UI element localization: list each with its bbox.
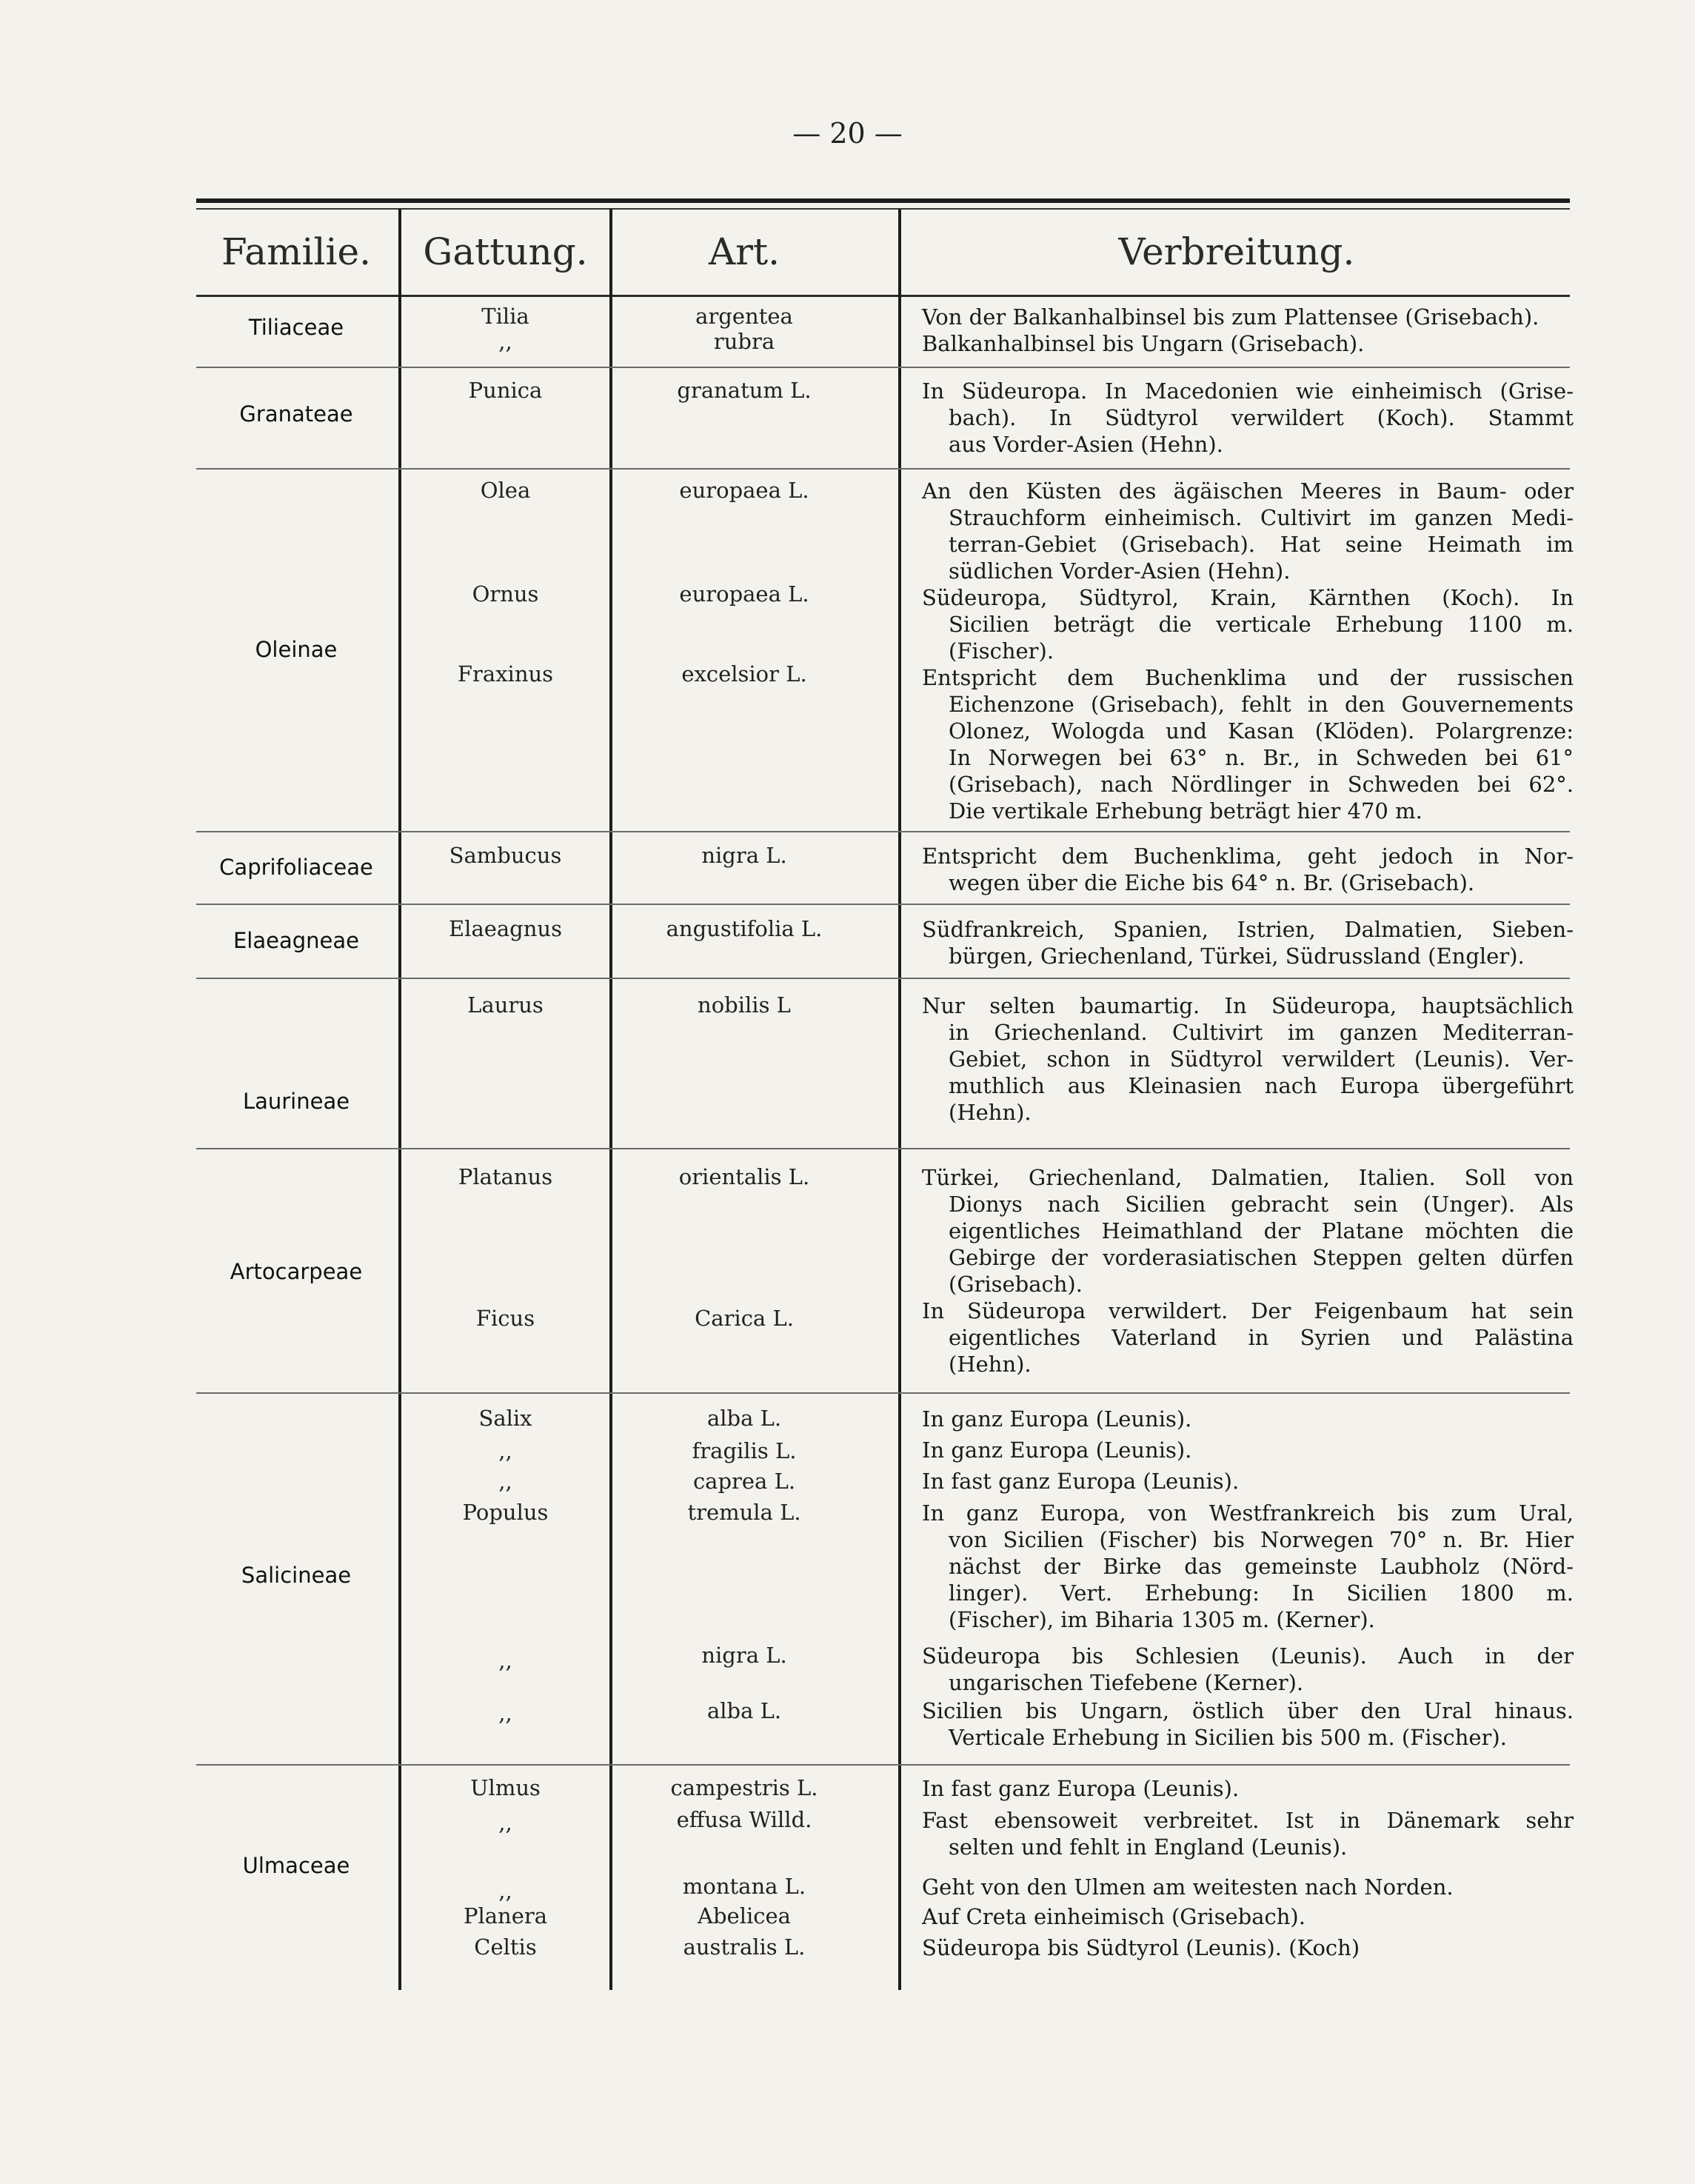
distribution-text: [922, 992, 1574, 1126]
header-familie: Familie.: [221, 230, 371, 273]
row-separator: [196, 1148, 1570, 1149]
distribution-line: südlichen Vorder-Asien (Hehn).: [949, 558, 1291, 584]
distribution-line: eigentliches Heimathland der Platane möchten die: [949, 1218, 1574, 1243]
distribution-line: (Grisebach).: [949, 1272, 1083, 1297]
distribution-line: Balkanhalbinsel bis Ungarn (Grisebach).: [922, 331, 1365, 356]
genus: Ficus: [475, 1306, 535, 1331]
family-tiliaceae: Tiliaceae: [248, 315, 344, 340]
row-separator: [196, 904, 1570, 905]
distribution-line: selten und fehlt in England (Leunis).: [949, 1834, 1348, 1860]
distribution-text: [922, 1437, 1574, 1463]
header-art: Art.: [709, 230, 780, 273]
distribution-line: An den Küsten des ägäischen Meeres in Baum- oder: [922, 478, 1574, 504]
distribution-line: Gebiet, schon in Südtyrol verwildert (Leunis). Ver-: [949, 1046, 1574, 1072]
distribution-line: (Fischer).: [949, 638, 1054, 664]
species: granatum L.: [677, 378, 812, 403]
genus: Ornus: [472, 581, 539, 607]
distribution-line: Südeuropa, Südtyrol, Krain, Kärnthen (Koch). In: [922, 585, 1574, 610]
distribution-text: [922, 664, 1574, 824]
genus: Platanus: [458, 1164, 553, 1189]
species: excelsior L.: [681, 661, 807, 687]
distribution-text: [922, 1500, 1574, 1633]
distribution-text: [922, 1934, 1574, 1961]
distribution-line: Sicilien beträgt die verticale Erhebung 1100 m.: [949, 612, 1574, 637]
page-number: — 20 —: [792, 117, 903, 150]
distribution-text: [922, 304, 1574, 330]
family-caprifoliaceae: Caprifoliaceae: [219, 855, 373, 880]
distribution-line: In ganz Europa (Leunis).: [922, 1437, 1192, 1463]
distribution-line: muthlich aus Kleinasien nach Europa übergeführt: [949, 1073, 1574, 1098]
row-separator: [196, 367, 1570, 368]
column-divider-1: [398, 209, 401, 1990]
genus: ,,: [498, 1810, 512, 1835]
species: effusa Willd.: [676, 1807, 812, 1832]
distribution-line: (Fischer), im Biharia 1305 m. (Kerner).: [949, 1607, 1375, 1632]
row-separator: [196, 831, 1570, 832]
genus: Populus: [462, 1500, 549, 1525]
species: campestris L.: [670, 1775, 818, 1800]
distribution-line: Auf Creta einheimisch (Grisebach).: [922, 1904, 1305, 1929]
row-separator: [196, 1392, 1570, 1394]
family-artocarpeae: Artocarpeae: [230, 1259, 363, 1284]
family-elaeagneae: Elaeagneae: [233, 928, 359, 953]
distribution-line: Eichenzone (Grisebach), fehlt in den Gouvernements: [949, 692, 1574, 717]
distribution-line: Südeuropa bis Südtyrol (Leunis). (Koch): [922, 1935, 1360, 1960]
distribution-line: In Südeuropa. In Macedonien wie einheimisch (Grise-: [922, 378, 1574, 404]
distribution-line: Südeuropa bis Schlesien (Leunis). Auch in der: [922, 1643, 1574, 1669]
family-laurineae: Laurineae: [242, 1089, 350, 1114]
distribution-text: [922, 1874, 1574, 1900]
distribution-line: ungarischen Tiefebene (Kerner).: [949, 1670, 1304, 1695]
distribution-line: in Griechenland. Cultivirt im ganzen Mediterran-: [949, 1020, 1574, 1045]
top-rule-thin: [196, 208, 1570, 210]
distribution-text: [922, 584, 1574, 664]
species: europaea L.: [679, 581, 809, 607]
distribution-line: von Sicilien (Fischer) bis Norwegen 70° n. Br. Hier: [949, 1527, 1574, 1552]
genus: ,,: [498, 329, 512, 354]
header-rule: [196, 295, 1570, 297]
distribution-line: Geht von den Ulmen am weitesten nach Norden.: [922, 1874, 1454, 1900]
row-separator: [196, 978, 1570, 979]
genus: Punica: [468, 378, 543, 403]
species: europaea L.: [679, 478, 809, 503]
family-salicineae: Salicineae: [241, 1563, 352, 1588]
column-divider-2: [609, 209, 612, 1990]
distribution-text: [922, 1807, 1574, 1860]
distribution-line: Von der Balkanhalbinsel bis zum Plattensee (Grisebach).: [922, 304, 1539, 330]
distribution-line: wegen über die Eiche bis 64° n. Br. (Grisebach).: [949, 870, 1475, 895]
distribution-line: bach). In Südtyrol verwildert (Koch). Stammt: [949, 405, 1574, 430]
genus: Sambucus: [449, 843, 562, 868]
distribution-line: In fast ganz Europa (Leunis).: [922, 1469, 1240, 1494]
genus: ,,: [498, 1648, 512, 1673]
distribution-line: In ganz Europa (Leunis).: [922, 1406, 1192, 1432]
distribution-text: [922, 843, 1574, 896]
species: alba L.: [706, 1698, 782, 1723]
family-ulmaceae: Ulmaceae: [242, 1853, 350, 1878]
genus: Tilia: [481, 304, 529, 329]
distribution-text: [922, 1164, 1574, 1298]
distribution-line: Sicilien bis Ungarn, östlich über den Ural hinaus.: [922, 1698, 1574, 1723]
distribution-line: Nur selten baumartig. In Südeuropa, hauptsächlich: [922, 993, 1574, 1018]
row-separator: [196, 468, 1570, 470]
genus: Celtis: [474, 1934, 537, 1960]
distribution-text: [922, 916, 1574, 969]
distribution-line: Olonez, Wologda und Kasan (Klöden). Polargrenze:: [949, 718, 1574, 744]
species: montana L.: [682, 1874, 806, 1899]
family-oleinae: Oleinae: [255, 637, 338, 662]
species: Carica L.: [695, 1306, 794, 1331]
distribution-line: Entspricht dem Buchenklima, geht jedoch in Nor-: [922, 844, 1574, 869]
species: alba L.: [706, 1406, 782, 1431]
species: orientalis L.: [678, 1164, 810, 1189]
species: argentea: [695, 304, 793, 329]
distribution-text: [922, 1643, 1574, 1696]
species: tremula L.: [687, 1500, 801, 1525]
genus: ,,: [498, 1700, 512, 1726]
distribution-text: [922, 1775, 1574, 1802]
distribution-line: aus Vorder-Asien (Hehn).: [949, 432, 1223, 457]
distribution-text: [922, 1406, 1574, 1432]
species: nigra L.: [701, 1643, 787, 1668]
distribution-text: [922, 1468, 1574, 1495]
species: australis L.: [683, 1934, 806, 1960]
column-divider-3: [898, 209, 901, 1990]
distribution-line: Gebirge der vorderasiatischen Steppen gelten dürfen: [949, 1245, 1574, 1270]
header-verbreitung: Verbreitung.: [1118, 230, 1355, 273]
distribution-line: bürgen, Griechenland, Türkei, Südrussland (Engler).: [949, 944, 1525, 969]
distribution-line: Dionys nach Sicilien gebracht sein (Unger). Als: [949, 1192, 1574, 1217]
distribution-line: (Hehn).: [949, 1100, 1032, 1125]
distribution-line: (Hehn).: [949, 1352, 1032, 1377]
header-gattung: Gattung.: [423, 230, 588, 273]
genus: ,,: [498, 1878, 512, 1903]
distribution-line: In fast ganz Europa (Leunis).: [922, 1776, 1240, 1801]
distribution-line: Entspricht dem Buchenklima und der russischen: [922, 665, 1574, 690]
distribution-line: terran-Gebiet (Grisebach). Hat seine Heimath im: [949, 532, 1574, 557]
genus: Olea: [480, 478, 531, 503]
species: caprea L.: [692, 1469, 796, 1494]
distribution-text: [922, 378, 1574, 458]
species: rubra: [713, 329, 775, 354]
genus: Fraxinus: [457, 661, 554, 687]
genus: ,,: [498, 1438, 512, 1463]
genus: Ulmus: [470, 1775, 541, 1800]
distribution-line: Verticale Erhebung in Sicilien bis 500 m. (Fischer).: [949, 1725, 1507, 1750]
distribution-line: Die vertikale Erhebung beträgt hier 470 m.: [949, 798, 1422, 824]
distribution-line: (Grisebach), nach Nördlinger in Schweden bei 62°.: [949, 772, 1574, 797]
distribution-line: Türkei, Griechenland, Dalmatien, Italien. Soll von: [922, 1165, 1574, 1190]
distribution-line: In Südeuropa verwildert. Der Feigenbaum hat sein: [922, 1298, 1574, 1323]
distribution-text: [922, 330, 1574, 357]
distribution-line: eigentliches Vaterland in Syrien und Palästina: [949, 1325, 1574, 1350]
species: nobilis L: [698, 992, 791, 1018]
genus: Elaeagnus: [449, 916, 562, 941]
top-rule: [196, 198, 1570, 203]
genus: Laurus: [467, 992, 544, 1018]
distribution-text: [922, 1903, 1574, 1930]
species: Abelicea: [698, 1903, 791, 1928]
species: nigra L.: [701, 843, 787, 868]
distribution-line: nächst der Birke das gemeinste Laubholz (Nörd-: [949, 1554, 1574, 1579]
genus: Planera: [463, 1903, 548, 1928]
distribution-line: In Norwegen bei 63° n. Br., in Schweden bei 61°: [949, 745, 1574, 770]
distribution-text: [922, 478, 1574, 584]
distribution-line: Strauchform einheimisch. Cultivirt im ganzen Medi-: [949, 505, 1574, 530]
distribution-line: Südfrankreich, Spanien, Istrien, Dalmatien, Sieben-: [922, 917, 1574, 942]
genus: Salix: [478, 1406, 532, 1431]
genus: ,,: [498, 1469, 512, 1494]
distribution-line: Fast ebensoweit verbreitet. Ist in Dänemark sehr: [922, 1808, 1574, 1833]
distribution-line: In ganz Europa, von Westfrankreich bis zum Ural,: [922, 1500, 1574, 1526]
distribution-text: [922, 1298, 1574, 1377]
distribution-text: [922, 1697, 1574, 1751]
distribution-line: linger). Vert. Erhebung: In Sicilien 1800 m.: [949, 1580, 1574, 1606]
family-granateae: Granateae: [239, 401, 353, 427]
row-separator: [196, 1764, 1570, 1766]
species: fragilis L.: [692, 1438, 797, 1463]
species: angustifolia L.: [666, 916, 823, 941]
